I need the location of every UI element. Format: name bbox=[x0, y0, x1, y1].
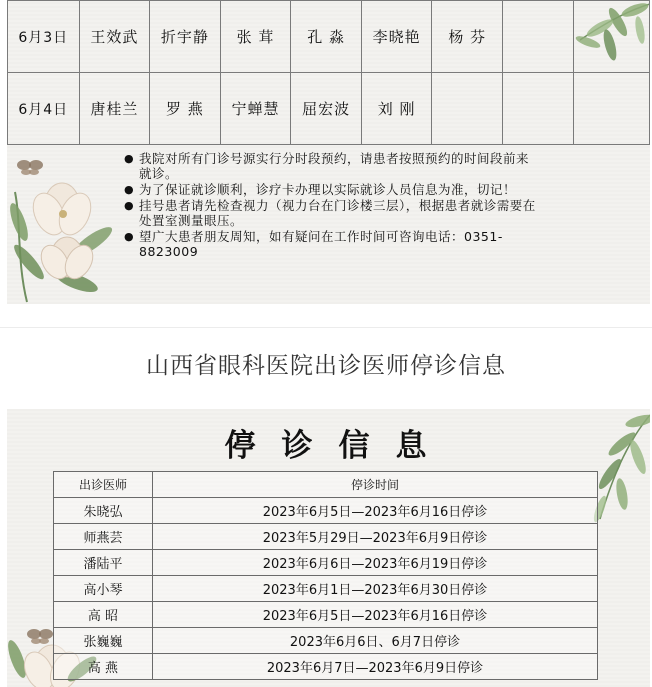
notice-text: 望广大患者朋友周知，如有疑问在工作时间可咨询电话：0351-8823009 bbox=[139, 229, 503, 259]
column-header-period: 停诊时间 bbox=[153, 472, 598, 498]
stop-period: 2023年6月5日—2023年6月16日停诊 bbox=[153, 498, 598, 524]
doctor-name: 高 燕 bbox=[54, 654, 153, 680]
stop-period: 2023年6月7日—2023年6月9日停诊 bbox=[153, 654, 598, 680]
section-heading: 山西省眼科医院出诊医师停诊信息 bbox=[146, 353, 506, 379]
doctor-name: 李晓艳 bbox=[361, 1, 432, 73]
notice-text: 为了保证就诊顺利，诊疗卡办理以实际就诊人员信息为准，切记！ bbox=[139, 182, 517, 197]
table-row bbox=[54, 628, 598, 654]
bullet: ● bbox=[123, 183, 135, 196]
doctor-name: 高小琴 bbox=[54, 576, 153, 602]
doctor-name: 罗 燕 bbox=[150, 73, 221, 145]
stop-info-title: 停诊信息 bbox=[224, 428, 453, 464]
doctor-name: 宁蝉慧 bbox=[220, 73, 291, 145]
doctor-name: 师燕芸 bbox=[54, 524, 153, 550]
stop-period: 2023年5月29日—2023年6月9日停诊 bbox=[153, 524, 598, 550]
bullet: ● bbox=[123, 199, 135, 212]
table-row bbox=[54, 576, 598, 602]
notice-list bbox=[119, 151, 539, 260]
stop-period: 2023年6月1日—2023年6月30日停诊 bbox=[153, 576, 598, 602]
empty-cell bbox=[503, 1, 574, 73]
list-item bbox=[119, 198, 539, 228]
stop-info-panel bbox=[7, 409, 650, 687]
table-row bbox=[8, 73, 650, 145]
doctor-name: 唐桂兰 bbox=[79, 73, 150, 145]
doctor-name: 潘陆平 bbox=[54, 550, 153, 576]
doctor-name: 朱晓弘 bbox=[54, 498, 153, 524]
doctor-name: 屈宏波 bbox=[291, 73, 362, 145]
doctor-name: 王效武 bbox=[79, 1, 150, 73]
doctor-name bbox=[432, 73, 503, 145]
doctor-name: 高 昭 bbox=[54, 602, 153, 628]
bullet: ● bbox=[123, 152, 135, 165]
doctor-name: 张 茸 bbox=[220, 1, 291, 73]
table-row bbox=[8, 1, 650, 73]
table-row bbox=[54, 498, 598, 524]
table-row bbox=[54, 654, 598, 680]
empty-cell bbox=[503, 73, 574, 145]
schedule-date: 6月3日 bbox=[8, 1, 80, 73]
table-row bbox=[54, 550, 598, 576]
empty-cell bbox=[574, 1, 650, 73]
clinic-schedule-panel bbox=[7, 0, 650, 304]
doctor-name: 杨 芬 bbox=[432, 1, 503, 73]
doctor-name: 刘 刚 bbox=[361, 73, 432, 145]
section-divider bbox=[0, 327, 652, 328]
column-header-doctor: 出诊医师 bbox=[54, 472, 153, 498]
table-row bbox=[54, 602, 598, 628]
schedule-date: 6月4日 bbox=[8, 73, 80, 145]
notice-text: 挂号患者请先检查视力（视力台在门诊楼三层），根据患者就诊需要在处置室测量眼压。 bbox=[139, 198, 536, 228]
stop-period: 2023年6月6日—2023年6月19日停诊 bbox=[153, 550, 598, 576]
magnolia-flower-decoration bbox=[7, 152, 119, 304]
list-item bbox=[119, 151, 539, 181]
table-header-row bbox=[54, 472, 598, 498]
stop-period: 2023年6月6日、6月7日停诊 bbox=[153, 628, 598, 654]
doctor-name: 张巍巍 bbox=[54, 628, 153, 654]
bullet: ● bbox=[123, 230, 135, 243]
schedule-table bbox=[7, 0, 650, 145]
doctor-name: 折宇静 bbox=[150, 1, 221, 73]
notice-text: 我院对所有门诊号源实行分时段预约，请患者按照预约的时间段前来就诊。 bbox=[139, 151, 530, 181]
list-item bbox=[119, 229, 539, 259]
empty-cell bbox=[574, 73, 650, 145]
list-item bbox=[119, 182, 539, 197]
stop-info-table bbox=[53, 471, 598, 680]
stop-period: 2023年6月5日—2023年6月16日停诊 bbox=[153, 602, 598, 628]
table-row bbox=[54, 524, 598, 550]
doctor-name: 孔 淼 bbox=[291, 1, 362, 73]
